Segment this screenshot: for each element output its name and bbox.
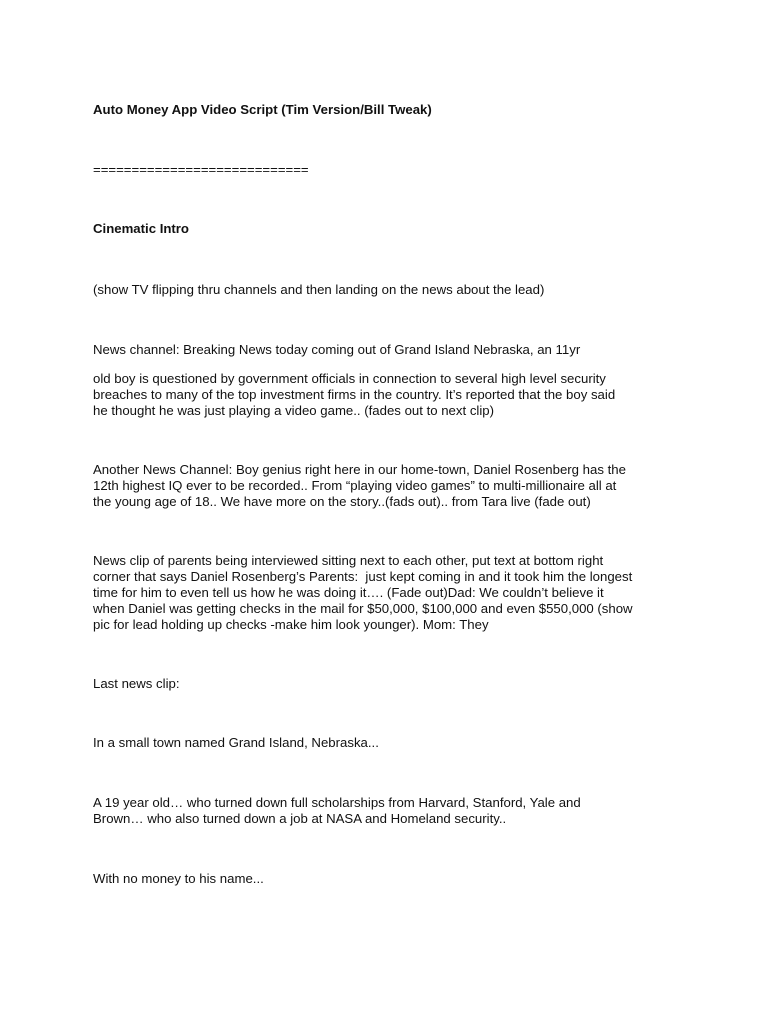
paragraph: With no money to his name... (93, 871, 264, 886)
paragraph: (show TV flipping thru channels and then landing on the news about the lead) (93, 282, 545, 297)
divider-line: ============================ (93, 162, 309, 177)
paragraph: News channel: Breaking News today coming out of Grand Island Nebraska, an 11yr (93, 342, 581, 357)
document-title: Auto Money App Video Script (Tim Version/Bill Tweak) (93, 102, 432, 117)
paragraph: A 19 year old… who turned down full scholarships from Harvard, Stanford, Yale and Brown… who also turned down a job at NASA and Homeland security.. (93, 795, 581, 826)
paragraph: In a small town named Grand Island, Nebraska... (93, 735, 379, 750)
paragraph: Last news clip: (93, 676, 180, 691)
paragraph: old boy is questioned by government officials in connection to several high level security breaches to many of the top investment firms in the country. It’s reported that the boy said he thought he was just playing a video game.. (fades out to next clip) (93, 371, 616, 418)
paragraph: News clip of parents being interviewed sitting next to each other, put text at bottom right corner that says Daniel Rosenberg’s Parents: just kept coming in and it took him the longest time for him to even tell us how he was doing it…. (Fade out)Dad: We couldn’t believe it when Daniel was getting checks in the mail for $50,000, $100,000 and even $550,000 (show pic for lead holding up checks -make him look younger). Mom: They (93, 553, 633, 632)
section-heading: Cinematic Intro (93, 221, 189, 236)
paragraph: Another News Channel: Boy genius right here in our home-town, Daniel Rosenberg has the 12th highest IQ ever to be recorded.. From “playing video games” to multi-millionaire all at the young age of 18.. We have more on the story..(fads out).. from Tara live (fade out) (93, 462, 626, 509)
